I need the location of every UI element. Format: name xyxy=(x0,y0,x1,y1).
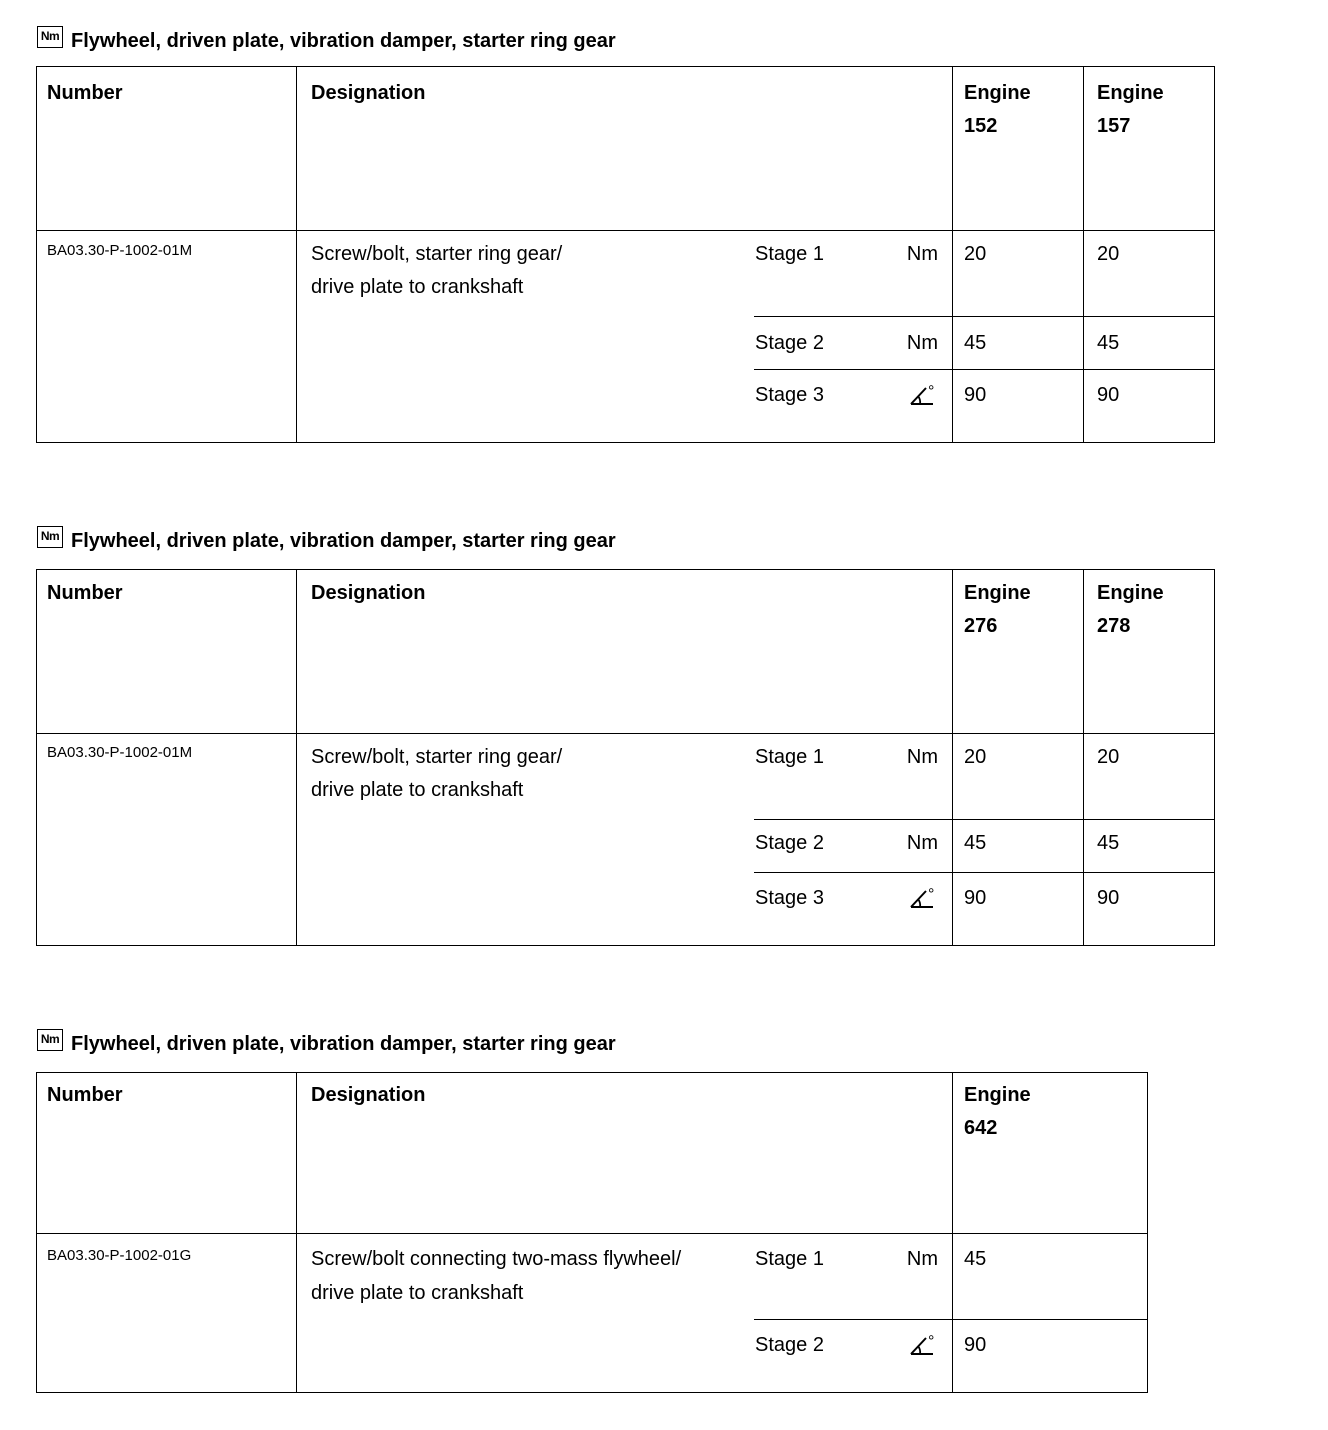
torque-value: 20 xyxy=(964,746,987,768)
torque-value: 45 xyxy=(1097,832,1120,854)
torque-value: 20 xyxy=(1097,243,1120,265)
angle-icon xyxy=(907,1333,939,1357)
designation-line-2: drive plate to crankshaft xyxy=(311,276,524,298)
header-engine-label: Engine xyxy=(1097,582,1164,604)
angle-icon xyxy=(907,886,939,910)
header-engine-label: Engine xyxy=(964,582,1031,604)
header-number: Number xyxy=(47,1084,123,1106)
part-number: BA03.30-P-1002-01M xyxy=(47,242,193,259)
angle-icon xyxy=(907,383,939,407)
stage-label: Stage 3 xyxy=(755,384,824,406)
torque-value: 45 xyxy=(964,332,987,354)
torque-value: 90 xyxy=(964,887,987,909)
stage-label: Stage 1 xyxy=(755,746,824,768)
header-engine-label: Engine xyxy=(964,1084,1031,1106)
header-designation: Designation xyxy=(311,1084,426,1106)
stage-label: Stage 3 xyxy=(755,887,824,909)
stage-label: Stage 1 xyxy=(755,1248,824,1270)
header-engine-number: 276 xyxy=(964,615,998,637)
section-heading xyxy=(37,1025,616,1055)
torque-table xyxy=(36,1072,1148,1393)
designation-line-1: Screw/bolt, starter ring gear/ xyxy=(311,243,563,265)
header-engine-number: 157 xyxy=(1097,115,1131,137)
section-heading xyxy=(37,22,616,52)
header-engine-number: 278 xyxy=(1097,615,1131,637)
stage-label: Stage 1 xyxy=(755,243,824,265)
torque-value: 45 xyxy=(964,832,987,854)
part-number: BA03.30-P-1002-01G xyxy=(47,1247,192,1264)
torque-value: 90 xyxy=(964,384,987,406)
torque-nm-icon: Nm xyxy=(37,526,63,548)
section-title: Flywheel, driven plate, vibration damper, starter ring gear xyxy=(71,1033,616,1055)
header-engine-label: Engine xyxy=(964,82,1031,104)
degree-symbol: ° xyxy=(928,886,935,903)
torque-table xyxy=(36,569,1215,946)
unit-nm: Nm xyxy=(906,1248,938,1270)
unit-nm: Nm xyxy=(906,832,938,854)
designation-line-1: Screw/bolt connecting two-mass flywheel/ xyxy=(311,1248,682,1270)
stage-label: Stage 2 xyxy=(755,1334,824,1356)
designation-line-1: Screw/bolt, starter ring gear/ xyxy=(311,746,563,768)
header-number: Number xyxy=(47,82,123,104)
torque-value: 20 xyxy=(964,243,987,265)
designation-line-2: drive plate to crankshaft xyxy=(311,779,524,801)
stage-label: Stage 2 xyxy=(755,832,824,854)
torque-value: 45 xyxy=(964,1248,987,1270)
unit-nm: Nm xyxy=(906,243,938,265)
part-number: BA03.30-P-1002-01M xyxy=(47,744,193,761)
header-engine-label: Engine xyxy=(1097,82,1164,104)
torque-value: 45 xyxy=(1097,332,1120,354)
section-heading xyxy=(37,522,616,552)
designation-line-2: drive plate to crankshaft xyxy=(311,1282,524,1304)
stage-label: Stage 2 xyxy=(755,332,824,354)
torque-table xyxy=(36,66,1215,443)
header-number: Number xyxy=(47,582,123,604)
header-designation: Designation xyxy=(311,82,426,104)
torque-value: 90 xyxy=(1097,887,1120,909)
section-title: Flywheel, driven plate, vibration damper, starter ring gear xyxy=(71,30,616,52)
degree-symbol: ° xyxy=(928,1333,935,1350)
torque-nm-icon: Nm xyxy=(37,1029,63,1051)
torque-value: 90 xyxy=(1097,384,1120,406)
unit-nm: Nm xyxy=(906,332,938,354)
torque-nm-icon: Nm xyxy=(37,26,63,48)
header-designation: Designation xyxy=(311,582,426,604)
degree-symbol: ° xyxy=(928,383,935,400)
unit-nm: Nm xyxy=(906,746,938,768)
header-engine-number: 642 xyxy=(964,1117,998,1139)
torque-value: 20 xyxy=(1097,746,1120,768)
header-engine-number: 152 xyxy=(964,115,998,137)
section-title: Flywheel, driven plate, vibration damper, starter ring gear xyxy=(71,530,616,552)
torque-value: 90 xyxy=(964,1334,987,1356)
